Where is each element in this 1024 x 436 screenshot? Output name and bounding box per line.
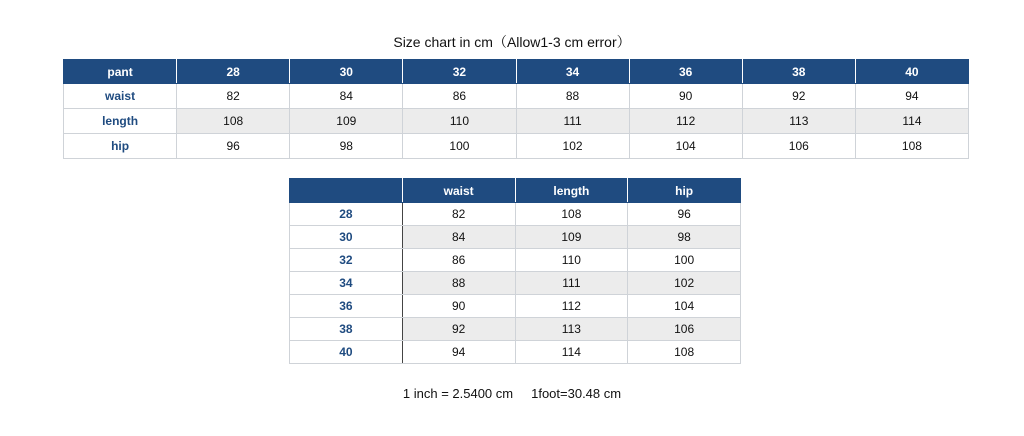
table-cell: 113 [742, 109, 855, 134]
table-cell: 111 [516, 109, 629, 134]
row-label-length: length [64, 109, 177, 134]
chart-title: Size chart in cm（Allow1-3 cm error） [393, 34, 631, 50]
inch-conversion: 1 inch = 2.5400 cm [402, 386, 514, 401]
table-cell: 98 [290, 134, 403, 159]
table-cell: 88 [402, 272, 515, 295]
table-cell: 84 [290, 84, 403, 109]
table-cell: 82 [402, 203, 515, 226]
table-cell: 104 [628, 295, 741, 318]
table-row-34 [290, 272, 741, 295]
header-cell-38: 38 [742, 60, 855, 84]
table-cell: 90 [629, 84, 742, 109]
table-cell: 90 [402, 295, 515, 318]
table-cell: 100 [628, 249, 741, 272]
table-cell: 110 [403, 109, 516, 134]
table-cell: 94 [855, 84, 968, 109]
table-cell: 92 [742, 84, 855, 109]
table-row-38 [290, 318, 741, 341]
row-label-28: 28 [290, 203, 403, 226]
row-label-30: 30 [290, 226, 403, 249]
table-cell: 100 [403, 134, 516, 159]
row-label-34: 34 [290, 272, 403, 295]
table-cell: 112 [515, 295, 628, 318]
table-row-28 [290, 203, 741, 226]
table-row-30 [290, 226, 741, 249]
table-cell: 112 [629, 109, 742, 134]
table-cell: 102 [628, 272, 741, 295]
table-cell: 109 [290, 109, 403, 134]
table-cell: 96 [177, 134, 290, 159]
table-row-40 [290, 341, 741, 364]
header-cell-32: 32 [403, 60, 516, 84]
header-cell-length: length [515, 179, 628, 203]
header-cell-36: 36 [629, 60, 742, 84]
table-header-row [290, 179, 741, 203]
table-row-hip [64, 134, 969, 159]
table-cell: 110 [515, 249, 628, 272]
table-cell: 113 [515, 318, 628, 341]
table-cell: 94 [402, 341, 515, 364]
table-cell: 114 [855, 109, 968, 134]
row-label-36: 36 [290, 295, 403, 318]
row-label-waist: waist [64, 84, 177, 109]
table-cell: 108 [515, 203, 628, 226]
header-cell-pant: pant [64, 60, 177, 84]
table-cell: 108 [628, 341, 741, 364]
table-cell: 98 [628, 226, 741, 249]
size-table-vertical [289, 178, 741, 364]
table-cell: 109 [515, 226, 628, 249]
table-cell: 88 [516, 84, 629, 109]
row-label-hip: hip [64, 134, 177, 159]
row-label-32: 32 [290, 249, 403, 272]
table-cell: 92 [402, 318, 515, 341]
table-row-waist [64, 84, 969, 109]
table-cell: 84 [402, 226, 515, 249]
table-header-row [64, 60, 969, 84]
size-table-horizontal [63, 59, 969, 159]
table-row-length [64, 109, 969, 134]
header-cell-30: 30 [290, 60, 403, 84]
header-cell-28: 28 [177, 60, 290, 84]
header-cell-34: 34 [516, 60, 629, 84]
table-cell: 106 [742, 134, 855, 159]
table-cell: 106 [628, 318, 741, 341]
table-cell: 111 [515, 272, 628, 295]
table-row-32 [290, 249, 741, 272]
table-cell: 104 [629, 134, 742, 159]
table-cell: 108 [177, 109, 290, 134]
table-cell: 108 [855, 134, 968, 159]
header-cell-waist: waist [402, 179, 515, 203]
header-cell-empty [290, 179, 403, 203]
table-row-36 [290, 295, 741, 318]
table-cell: 96 [628, 203, 741, 226]
foot-conversion: 1foot=30.48 cm [531, 386, 622, 401]
header-cell-40: 40 [855, 60, 968, 84]
table-cell: 114 [515, 341, 628, 364]
table-cell: 86 [402, 249, 515, 272]
header-cell-hip: hip [628, 179, 741, 203]
table-cell: 102 [516, 134, 629, 159]
unit-conversion-note [0, 386, 1024, 401]
row-label-40: 40 [290, 341, 403, 364]
table-cell: 82 [177, 84, 290, 109]
table-cell: 86 [403, 84, 516, 109]
row-label-38: 38 [290, 318, 403, 341]
